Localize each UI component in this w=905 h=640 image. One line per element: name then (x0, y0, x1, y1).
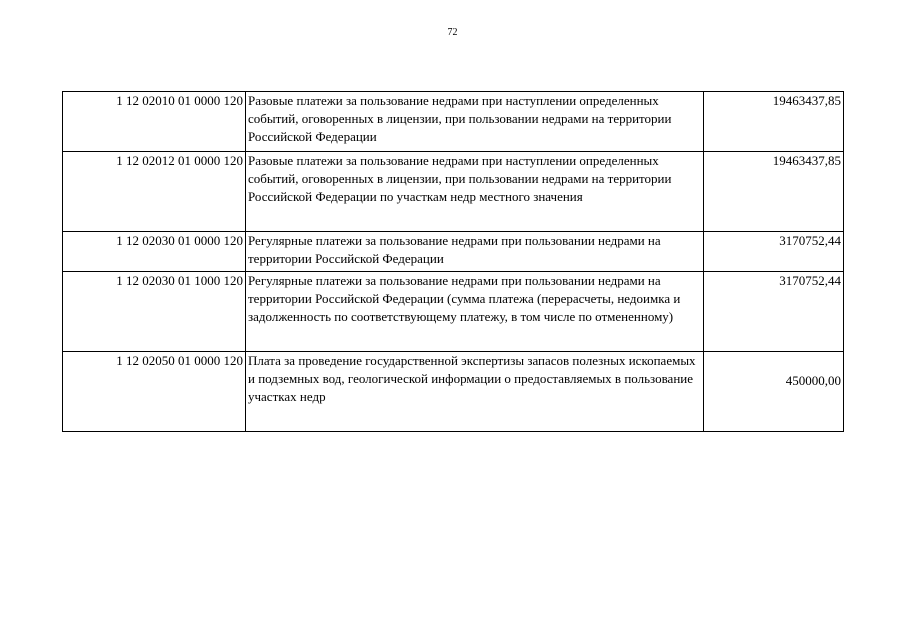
amount-cell: 3170752,44 (704, 272, 844, 352)
description-cell: Разовые платежи за пользование недрами при наступлении определенных событий, оговоренных в лицензии, при пользовании недрами на территории Российской Федерации по участкам недр местного значения (246, 152, 704, 232)
description-cell: Плата за проведение государственной экспертизы запасов полезных ископаемых и подземных вод, геологической информации о предоставляемых в пользование участках недр (246, 352, 704, 432)
page-number: 72 (447, 27, 458, 38)
table-row (63, 92, 844, 152)
amount-cell: 19463437,85 (704, 92, 844, 152)
budget-table (62, 91, 844, 432)
amount-cell: 19463437,85 (704, 152, 844, 232)
description-cell: Разовые платежи за пользование недрами при наступлении определенных событий, оговоренных в лицензии, при пользовании недрами на территории Российской Федерации (246, 92, 704, 152)
amount-cell: 3170752,44 (704, 232, 844, 272)
table-row (63, 232, 844, 272)
budget-code-cell: 1 12 02030 01 0000 120 (63, 232, 246, 272)
table-row (63, 272, 844, 352)
table-row (63, 152, 844, 232)
table-row (63, 352, 844, 432)
budget-code-cell: 1 12 02012 01 0000 120 (63, 152, 246, 232)
budget-code-cell: 1 12 02010 01 0000 120 (63, 92, 246, 152)
budget-code-cell: 1 12 02030 01 1000 120 (63, 272, 246, 352)
description-cell: Регулярные платежи за пользование недрами при пользовании недрами на территории Российской Федерации (сумма платежа (перерасчеты, недоимка и задолженность по соответствующему платежу, в том числе по отмененному) (246, 272, 704, 352)
description-cell: Регулярные платежи за пользование недрами при пользовании недрами на территории Российской Федерации (246, 232, 704, 272)
budget-code-cell: 1 12 02050 01 0000 120 (63, 352, 246, 432)
amount-cell: 450000,00 (704, 352, 844, 432)
